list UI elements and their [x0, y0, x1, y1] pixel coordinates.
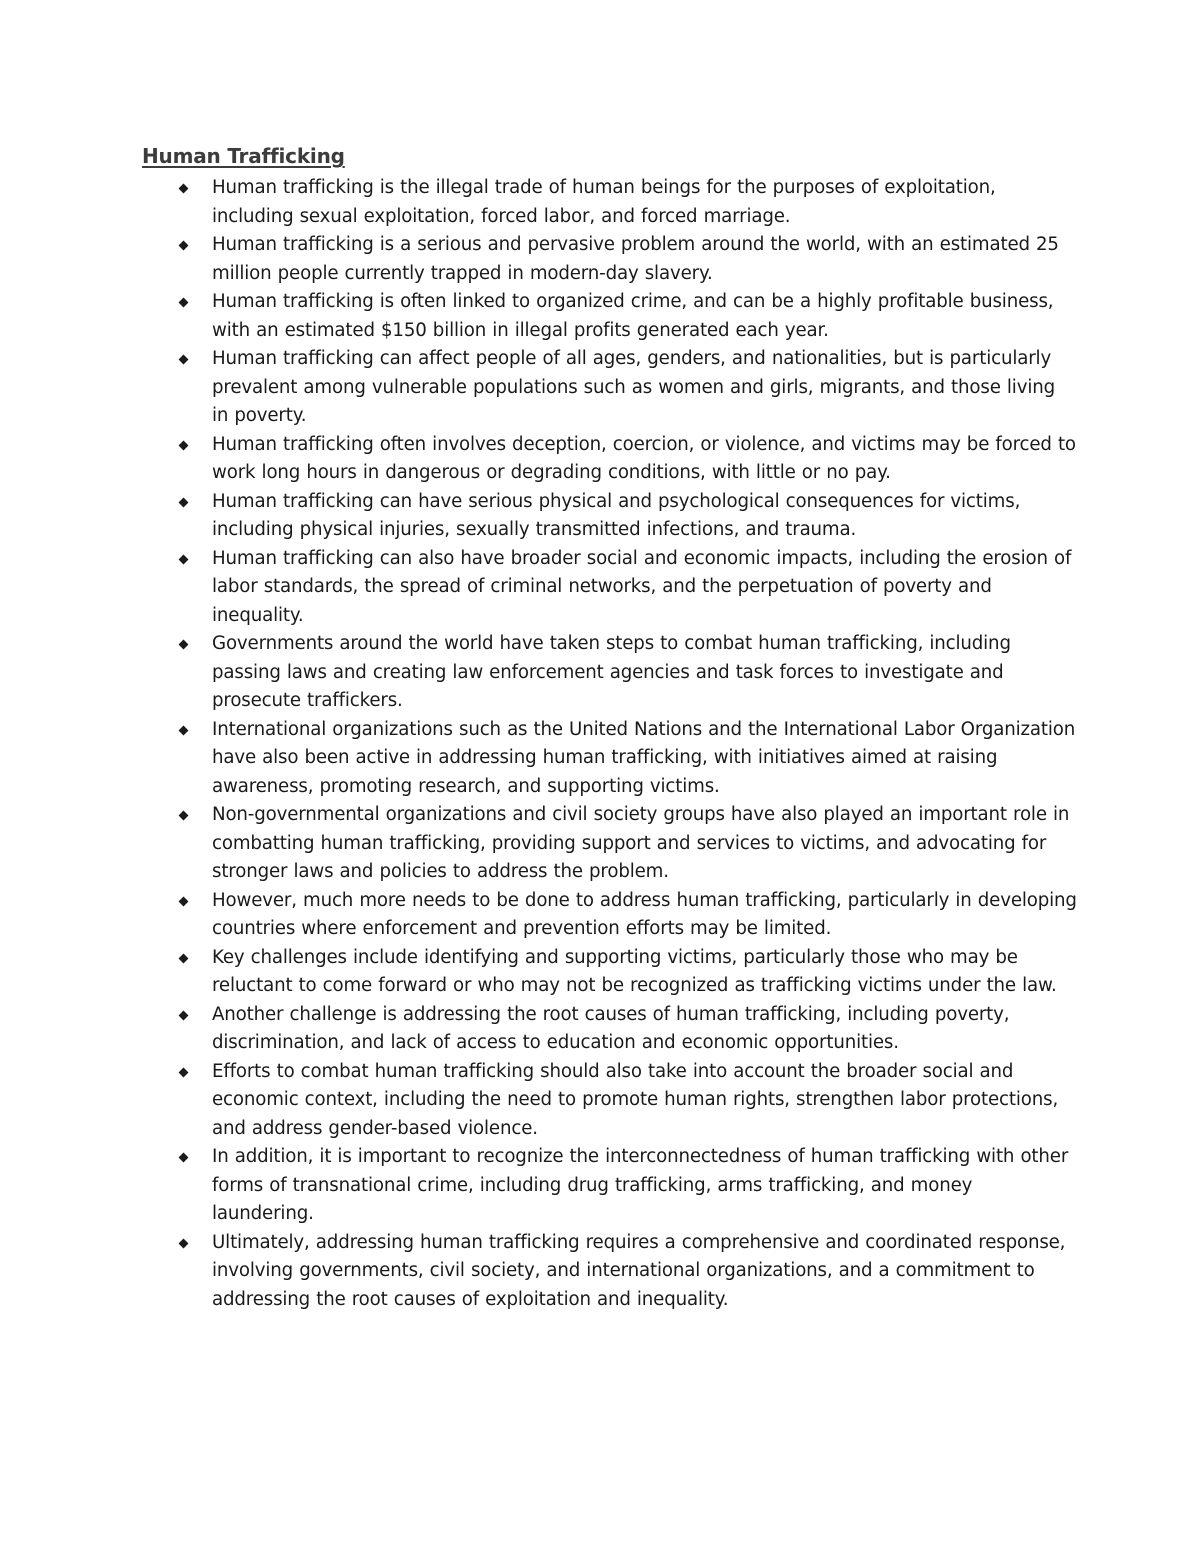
list-item-text: Human trafficking can affect people of all ages, genders, and nationalities, but is particularly prevalent among vulnerable populations such as women and girls, migrants, and those living in poverty. [212, 348, 1055, 426]
list-item [142, 1143, 1077, 1229]
diamond-bullet-icon [179, 896, 189, 906]
list-item [142, 1058, 1077, 1144]
list-item-text: In addition, it is important to recognize the interconnectedness of human trafficking with other forms of transnational crime, including drug trafficking, arms trafficking, and money laundering. [212, 1146, 1069, 1224]
list-item-text: Efforts to combat human trafficking should also take into account the broader social and economic context, including the need to promote human rights, strengthen labor protections, and address gender-based violence. [212, 1060, 1059, 1139]
diamond-bullet-icon [179, 1238, 189, 1248]
list-item-text: Another challenge is addressing the root causes of human trafficking, including poverty, discrimination, and lack of access to education and economic opportunities. [212, 1003, 1010, 1053]
list-item [142, 887, 1077, 944]
list-item-text: Non-governmental organizations and civil society groups have also played an important role in combatting human trafficking, providing support and services to victims, and advocating for stronger laws and policies to address the problem. [212, 804, 1070, 882]
list-item-text: Human trafficking is often linked to organized crime, and can be a highly profitable business, with an estimated $150 billion in illegal profits generated each year. [212, 291, 1054, 341]
diamond-bullet-icon [179, 1067, 189, 1077]
list-item [142, 801, 1077, 887]
list-item-text: However, much more needs to be done to address human trafficking, particularly in developing countries where enforcement and prevention efforts may be limited. [212, 889, 1077, 939]
list-item [142, 288, 1077, 345]
diamond-bullet-icon [179, 440, 189, 450]
diamond-bullet-icon [179, 811, 189, 821]
list-item [142, 174, 1077, 231]
bullet-list [142, 174, 1077, 1314]
list-item-text: Human trafficking often involves deception, coercion, or violence, and victims may be forced to work long hours in dangerous or degrading conditions, with little or no pay. [212, 433, 1076, 483]
diamond-bullet-icon [179, 355, 189, 365]
list-item [142, 716, 1077, 802]
list-item [142, 944, 1077, 1001]
diamond-bullet-icon [179, 184, 189, 194]
diamond-bullet-icon [179, 554, 189, 564]
list-item [142, 545, 1077, 631]
page-title: Human Trafficking [142, 144, 345, 168]
diamond-bullet-icon [179, 241, 189, 251]
list-item-text: Human trafficking is a serious and pervasive problem around the world, with an estimated 25 million people currently trapped in modern-day slavery. [212, 234, 1059, 284]
list-item-text: International organizations such as the United Nations and the International Labor Organization have also been active in addressing human trafficking, with initiatives aimed at raising awareness, promoting research, and supporting victims. [212, 718, 1076, 797]
diamond-bullet-icon [179, 298, 189, 308]
list-item-text: Key challenges include identifying and supporting victims, particularly those who may be reluctant to come forward or who may not be recognized as trafficking victims under the law. [212, 946, 1057, 996]
list-item-text: Human trafficking is the illegal trade of human beings for the purposes of exploitation, including sexual exploitation, forced labor, and forced marriage. [212, 177, 996, 227]
list-item [142, 630, 1077, 716]
list-item [142, 488, 1077, 545]
diamond-bullet-icon [179, 725, 189, 735]
list-item [142, 431, 1077, 488]
list-item-text: Ultimately, addressing human trafficking requires a comprehensive and coordinated response, involving governments, civil society, and international organizations, and a commitment to addressing the root causes of exploitation and inequality. [212, 1231, 1066, 1310]
diamond-bullet-icon [179, 1010, 189, 1020]
diamond-bullet-icon [179, 953, 189, 963]
list-item [142, 345, 1077, 431]
list-item [142, 1001, 1077, 1058]
diamond-bullet-icon [179, 640, 189, 650]
list-item-text: Human trafficking can have serious physical and psychological consequences for victims, including physical injuries, sexually transmitted infections, and trauma. [212, 490, 1021, 540]
list-item-text: Governments around the world have taken steps to combat human trafficking, including passing laws and creating law enforcement agencies and task forces to investigate and prosecute traffickers. [212, 633, 1011, 711]
diamond-bullet-icon [179, 1153, 189, 1163]
diamond-bullet-icon [179, 497, 189, 507]
list-item [142, 231, 1077, 288]
list-item [142, 1229, 1077, 1315]
list-item-text: Human trafficking can also have broader social and economic impacts, including the erosion of labor standards, the spread of criminal networks, and the perpetuation of poverty and inequality. [212, 547, 1072, 626]
